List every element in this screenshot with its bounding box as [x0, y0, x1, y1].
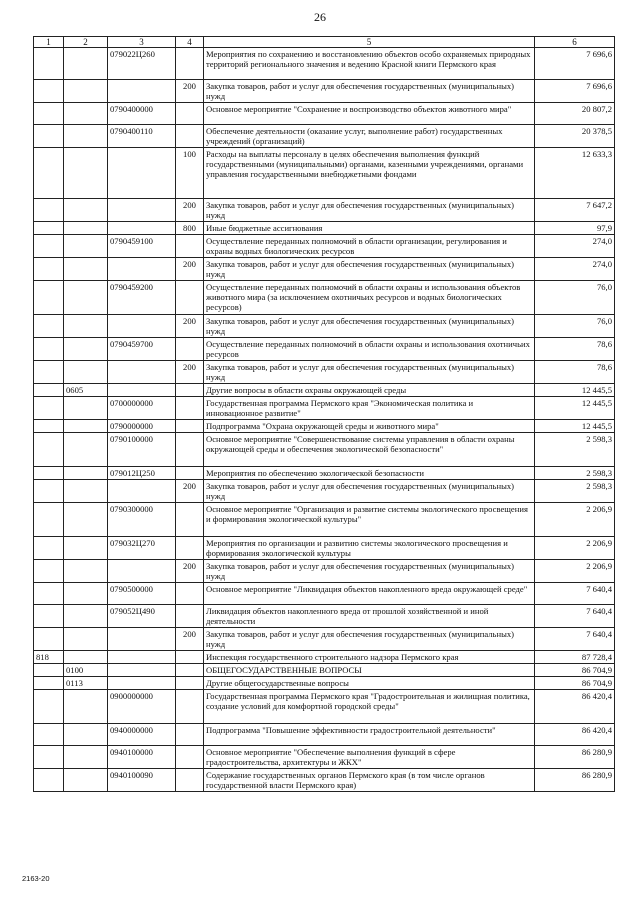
section-code-cell	[64, 503, 108, 537]
table-row	[34, 199, 615, 222]
section-code-cell	[64, 125, 108, 148]
table-row	[34, 103, 615, 125]
admin-code-cell	[34, 433, 64, 467]
amount-cell: 12 445,5	[535, 384, 615, 397]
admin-code-cell	[34, 148, 64, 199]
expense-type-cell	[176, 769, 204, 792]
target-article-cell	[108, 222, 176, 235]
amount-cell: 86 420,4	[535, 724, 615, 746]
amount-cell: 12 445,5	[535, 420, 615, 433]
table-row	[34, 315, 615, 338]
amount-cell: 2 206,9	[535, 503, 615, 537]
expense-type-cell	[176, 433, 204, 467]
target-article-cell: 0790459700	[108, 338, 176, 361]
admin-code-cell	[34, 315, 64, 338]
section-code-cell	[64, 605, 108, 628]
section-code-cell	[64, 420, 108, 433]
section-code-cell	[64, 583, 108, 605]
admin-code-cell	[34, 628, 64, 651]
section-code-cell	[64, 467, 108, 480]
description-cell: Осуществление переданных полномочий в области организации, регулирования и охраны водных биологических ресурсов	[204, 235, 535, 258]
description-cell: Основное мероприятие "Сохранение и воспроизводство объектов животного мира"	[204, 103, 535, 125]
page-number: 26	[314, 10, 326, 24]
table-row	[34, 420, 615, 433]
admin-code-cell	[34, 560, 64, 583]
admin-code-cell	[34, 746, 64, 769]
table-row	[34, 677, 615, 690]
expense-type-cell: 200	[176, 258, 204, 281]
section-code-cell: 0113	[64, 677, 108, 690]
section-code-cell	[64, 651, 108, 664]
section-code-cell	[64, 628, 108, 651]
amount-cell: 7 696,6	[535, 48, 615, 80]
section-code-cell	[64, 148, 108, 199]
target-article-cell	[108, 677, 176, 690]
section-code-cell	[64, 724, 108, 746]
amount-cell: 78,6	[535, 361, 615, 384]
section-code-cell	[64, 80, 108, 103]
table-row	[34, 537, 615, 560]
target-article-cell: 0790400110	[108, 125, 176, 148]
admin-code-cell	[34, 769, 64, 792]
table-body	[34, 37, 615, 792]
expense-type-cell: 200	[176, 560, 204, 583]
amount-cell: 12 445,5	[535, 397, 615, 420]
header-cell-6: 6	[535, 37, 615, 48]
admin-code-cell	[34, 690, 64, 724]
description-cell: Мероприятия по сохранению и восстановлению объектов особо охраняемых природных территорий регионального значения и ведению Красной книги Пермского края	[204, 48, 535, 80]
expense-type-cell: 800	[176, 222, 204, 235]
description-cell: Расходы на выплаты персоналу в целях обеспечения выполнения функций государственными (муниципальными) органами, казенными учреждениями, органами управления государственными внебюджетными фондами	[204, 148, 535, 199]
expense-type-cell	[176, 235, 204, 258]
table-row	[34, 560, 615, 583]
target-article-cell: 0900000000	[108, 690, 176, 724]
target-article-cell	[108, 148, 176, 199]
description-cell: Государственная программа Пермского края "Градостроительная и жилищная политика, создание условий для комфортной городской среды"	[204, 690, 535, 724]
admin-code-cell	[34, 467, 64, 480]
table-row	[34, 769, 615, 792]
admin-code-cell	[34, 125, 64, 148]
table-row	[34, 222, 615, 235]
table-row	[34, 48, 615, 80]
target-article-cell: 0790459100	[108, 235, 176, 258]
amount-cell: 2 598,3	[535, 433, 615, 467]
description-cell: ОБЩЕГОСУДАРСТВЕННЫЕ ВОПРОСЫ	[204, 664, 535, 677]
section-code-cell	[64, 690, 108, 724]
document-code: 2163-20	[22, 874, 50, 883]
target-article-cell	[108, 560, 176, 583]
target-article-cell	[108, 315, 176, 338]
section-code-cell	[64, 397, 108, 420]
amount-cell: 97,9	[535, 222, 615, 235]
expense-type-cell: 200	[176, 199, 204, 222]
table-row	[34, 605, 615, 628]
amount-cell: 7 647,2	[535, 199, 615, 222]
amount-cell: 78,6	[535, 338, 615, 361]
budget-table	[33, 36, 615, 792]
description-cell: Иные бюджетные ассигнования	[204, 222, 535, 235]
amount-cell: 274,0	[535, 235, 615, 258]
description-cell: Закупка товаров, работ и услуг для обеспечения государственных (муниципальных) нужд	[204, 80, 535, 103]
expense-type-cell: 200	[176, 80, 204, 103]
description-cell: Другие вопросы в области охраны окружающей среды	[204, 384, 535, 397]
expense-type-cell	[176, 48, 204, 80]
target-article-cell: 0940100000	[108, 746, 176, 769]
table-row	[34, 651, 615, 664]
section-code-cell	[64, 560, 108, 583]
description-cell: Подпрограмма "Охрана окружающей среды и животного мира"	[204, 420, 535, 433]
expense-type-cell	[176, 420, 204, 433]
amount-cell: 76,0	[535, 315, 615, 338]
admin-code-cell	[34, 480, 64, 503]
target-article-cell	[108, 384, 176, 397]
amount-cell: 7 640,4	[535, 583, 615, 605]
expense-type-cell: 200	[176, 480, 204, 503]
expense-type-cell	[176, 467, 204, 480]
table-row	[34, 384, 615, 397]
section-code-cell	[64, 315, 108, 338]
admin-code-cell	[34, 664, 64, 677]
expense-type-cell	[176, 125, 204, 148]
section-code-cell	[64, 48, 108, 80]
header-cell-2: 2	[64, 37, 108, 48]
amount-cell: 7 640,4	[535, 628, 615, 651]
table-row	[34, 467, 615, 480]
table-row	[34, 433, 615, 467]
description-cell: Основное мероприятие "Организация и развитие системы экологического просвещения и формирования экологической культуры"	[204, 503, 535, 537]
section-code-cell	[64, 103, 108, 125]
table-row	[34, 690, 615, 724]
section-code-cell: 0100	[64, 664, 108, 677]
amount-cell: 20 807,2	[535, 103, 615, 125]
amount-cell: 76,0	[535, 281, 615, 315]
expense-type-cell	[176, 583, 204, 605]
table-row	[34, 503, 615, 537]
expense-type-cell	[176, 724, 204, 746]
description-cell: Закупка товаров, работ и услуг для обеспечения государственных (муниципальных) нужд	[204, 480, 535, 503]
table-row	[34, 480, 615, 503]
section-code-cell	[64, 281, 108, 315]
amount-cell: 2 206,9	[535, 560, 615, 583]
amount-cell: 86 420,4	[535, 690, 615, 724]
expense-type-cell	[176, 338, 204, 361]
target-article-cell	[108, 199, 176, 222]
target-article-cell	[108, 80, 176, 103]
admin-code-cell	[34, 48, 64, 80]
target-article-cell: 0790500000	[108, 583, 176, 605]
table-row	[34, 746, 615, 769]
expense-type-cell	[176, 281, 204, 315]
target-article-cell: 079032Ц270	[108, 537, 176, 560]
section-code-cell	[64, 746, 108, 769]
expense-type-cell: 200	[176, 628, 204, 651]
description-cell: Подпрограмма "Повышение эффективности градостроительной деятельности"	[204, 724, 535, 746]
amount-cell: 86 704,9	[535, 664, 615, 677]
table-row	[34, 281, 615, 315]
target-article-cell: 0700000000	[108, 397, 176, 420]
target-article-cell: 0790000000	[108, 420, 176, 433]
admin-code-cell	[34, 199, 64, 222]
table-row	[34, 148, 615, 199]
amount-cell: 274,0	[535, 258, 615, 281]
expense-type-cell: 100	[176, 148, 204, 199]
target-article-cell: 079012Ц250	[108, 467, 176, 480]
description-cell: Ликвидация объектов накопленного вреда от прошлой хозяйственной и иной деятельности	[204, 605, 535, 628]
amount-cell: 86 280,9	[535, 746, 615, 769]
amount-cell: 87 728,4	[535, 651, 615, 664]
expense-type-cell	[176, 384, 204, 397]
section-code-cell	[64, 480, 108, 503]
admin-code-cell	[34, 537, 64, 560]
section-code-cell	[64, 235, 108, 258]
description-cell: Закупка товаров, работ и услуг для обеспечения государственных (муниципальных) нужд	[204, 560, 535, 583]
admin-code-cell	[34, 677, 64, 690]
table-row	[34, 664, 615, 677]
admin-code-cell	[34, 397, 64, 420]
target-article-cell	[108, 664, 176, 677]
table-row	[34, 724, 615, 746]
description-cell: Основное мероприятие "Ликвидация объектов накопленного вреда окружающей среде"	[204, 583, 535, 605]
expense-type-cell	[176, 664, 204, 677]
section-code-cell	[64, 199, 108, 222]
table-row	[34, 397, 615, 420]
description-cell: Инспекция государственного строительного надзора Пермского края	[204, 651, 535, 664]
target-article-cell: 0790459200	[108, 281, 176, 315]
expense-type-cell	[176, 677, 204, 690]
admin-code-cell	[34, 724, 64, 746]
expense-type-cell: 200	[176, 361, 204, 384]
expense-type-cell	[176, 690, 204, 724]
target-article-cell: 0940100090	[108, 769, 176, 792]
table-row	[34, 338, 615, 361]
section-code-cell	[64, 222, 108, 235]
description-cell: Закупка товаров, работ и услуг для обеспечения государственных (муниципальных) нужд	[204, 258, 535, 281]
target-article-cell: 0790300000	[108, 503, 176, 537]
admin-code-cell	[34, 80, 64, 103]
table-row	[34, 628, 615, 651]
amount-cell: 20 378,5	[535, 125, 615, 148]
admin-code-cell	[34, 222, 64, 235]
description-cell: Мероприятия по организации и развитию системы экологического просвещения и формирования экологической культуры	[204, 537, 535, 560]
section-code-cell	[64, 769, 108, 792]
description-cell: Закупка товаров, работ и услуг для обеспечения государственных (муниципальных) нужд	[204, 628, 535, 651]
section-code-cell: 0605	[64, 384, 108, 397]
admin-code-cell: 818	[34, 651, 64, 664]
target-article-cell	[108, 480, 176, 503]
description-cell: Осуществление переданных полномочий в области охраны и использования охотничьих ресурсов	[204, 338, 535, 361]
section-code-cell	[64, 258, 108, 281]
amount-cell: 2 206,9	[535, 537, 615, 560]
amount-cell: 7 640,4	[535, 605, 615, 628]
target-article-cell	[108, 651, 176, 664]
admin-code-cell	[34, 258, 64, 281]
table-row	[34, 361, 615, 384]
expense-type-cell	[176, 605, 204, 628]
target-article-cell: 079052Ц490	[108, 605, 176, 628]
header-cell-3: 3	[108, 37, 176, 48]
admin-code-cell	[34, 503, 64, 537]
target-article-cell: 0790400000	[108, 103, 176, 125]
table-row	[34, 258, 615, 281]
admin-code-cell	[34, 583, 64, 605]
description-cell: Закупка товаров, работ и услуг для обеспечения государственных (муниципальных) нужд	[204, 199, 535, 222]
admin-code-cell	[34, 338, 64, 361]
description-cell: Основное мероприятие "Обеспечение выполнения функций в сфере градостроительства, архитектуры и ЖКХ"	[204, 746, 535, 769]
amount-cell: 2 598,3	[535, 467, 615, 480]
admin-code-cell	[34, 420, 64, 433]
target-article-cell: 0790100000	[108, 433, 176, 467]
header-row	[34, 37, 615, 48]
target-article-cell	[108, 628, 176, 651]
header-cell-5: 5	[204, 37, 535, 48]
expense-type-cell	[176, 397, 204, 420]
amount-cell: 12 633,3	[535, 148, 615, 199]
table-row	[34, 235, 615, 258]
admin-code-cell	[34, 281, 64, 315]
section-code-cell	[64, 433, 108, 467]
description-cell: Осуществление переданных полномочий в области охраны и использования объектов животного мира (за исключением охотничьих ресурсов и водных биологических ресурсов)	[204, 281, 535, 315]
amount-cell: 7 696,6	[535, 80, 615, 103]
header-cell-1: 1	[34, 37, 64, 48]
description-cell: Основное мероприятие "Совершенствование системы управления в области охраны окружающей среды и обеспечения экологической безопасности"	[204, 433, 535, 467]
header-cell-4: 4	[176, 37, 204, 48]
section-code-cell	[64, 338, 108, 361]
expense-type-cell	[176, 746, 204, 769]
expense-type-cell	[176, 503, 204, 537]
admin-code-cell	[34, 361, 64, 384]
admin-code-cell	[34, 103, 64, 125]
section-code-cell	[64, 361, 108, 384]
expense-type-cell: 200	[176, 315, 204, 338]
amount-cell: 86 704,9	[535, 677, 615, 690]
description-cell: Другие общегосударственные вопросы	[204, 677, 535, 690]
admin-code-cell	[34, 384, 64, 397]
description-cell: Закупка товаров, работ и услуг для обеспечения государственных (муниципальных) нужд	[204, 315, 535, 338]
target-article-cell: 079022Ц260	[108, 48, 176, 80]
description-cell: Обеспечение деятельности (оказание услуг, выполнение работ) государственных учреждений (организаций)	[204, 125, 535, 148]
description-cell: Содержание государственных органов Пермского края (в том числе органов государственной власти Пермского края)	[204, 769, 535, 792]
admin-code-cell	[34, 235, 64, 258]
description-cell: Мероприятия по обеспечению экологической безопасности	[204, 467, 535, 480]
table-row	[34, 583, 615, 605]
description-cell: Закупка товаров, работ и услуг для обеспечения государственных (муниципальных) нужд	[204, 361, 535, 384]
target-article-cell	[108, 258, 176, 281]
target-article-cell: 0940000000	[108, 724, 176, 746]
description-cell: Государственная программа Пермского края "Экономическая политика и инновационное развитие"	[204, 397, 535, 420]
section-code-cell	[64, 537, 108, 560]
expense-type-cell	[176, 103, 204, 125]
amount-cell: 2 598,3	[535, 480, 615, 503]
expense-type-cell	[176, 651, 204, 664]
admin-code-cell	[34, 605, 64, 628]
table-row	[34, 125, 615, 148]
expense-type-cell	[176, 537, 204, 560]
amount-cell: 86 280,9	[535, 769, 615, 792]
table-row	[34, 80, 615, 103]
target-article-cell	[108, 361, 176, 384]
